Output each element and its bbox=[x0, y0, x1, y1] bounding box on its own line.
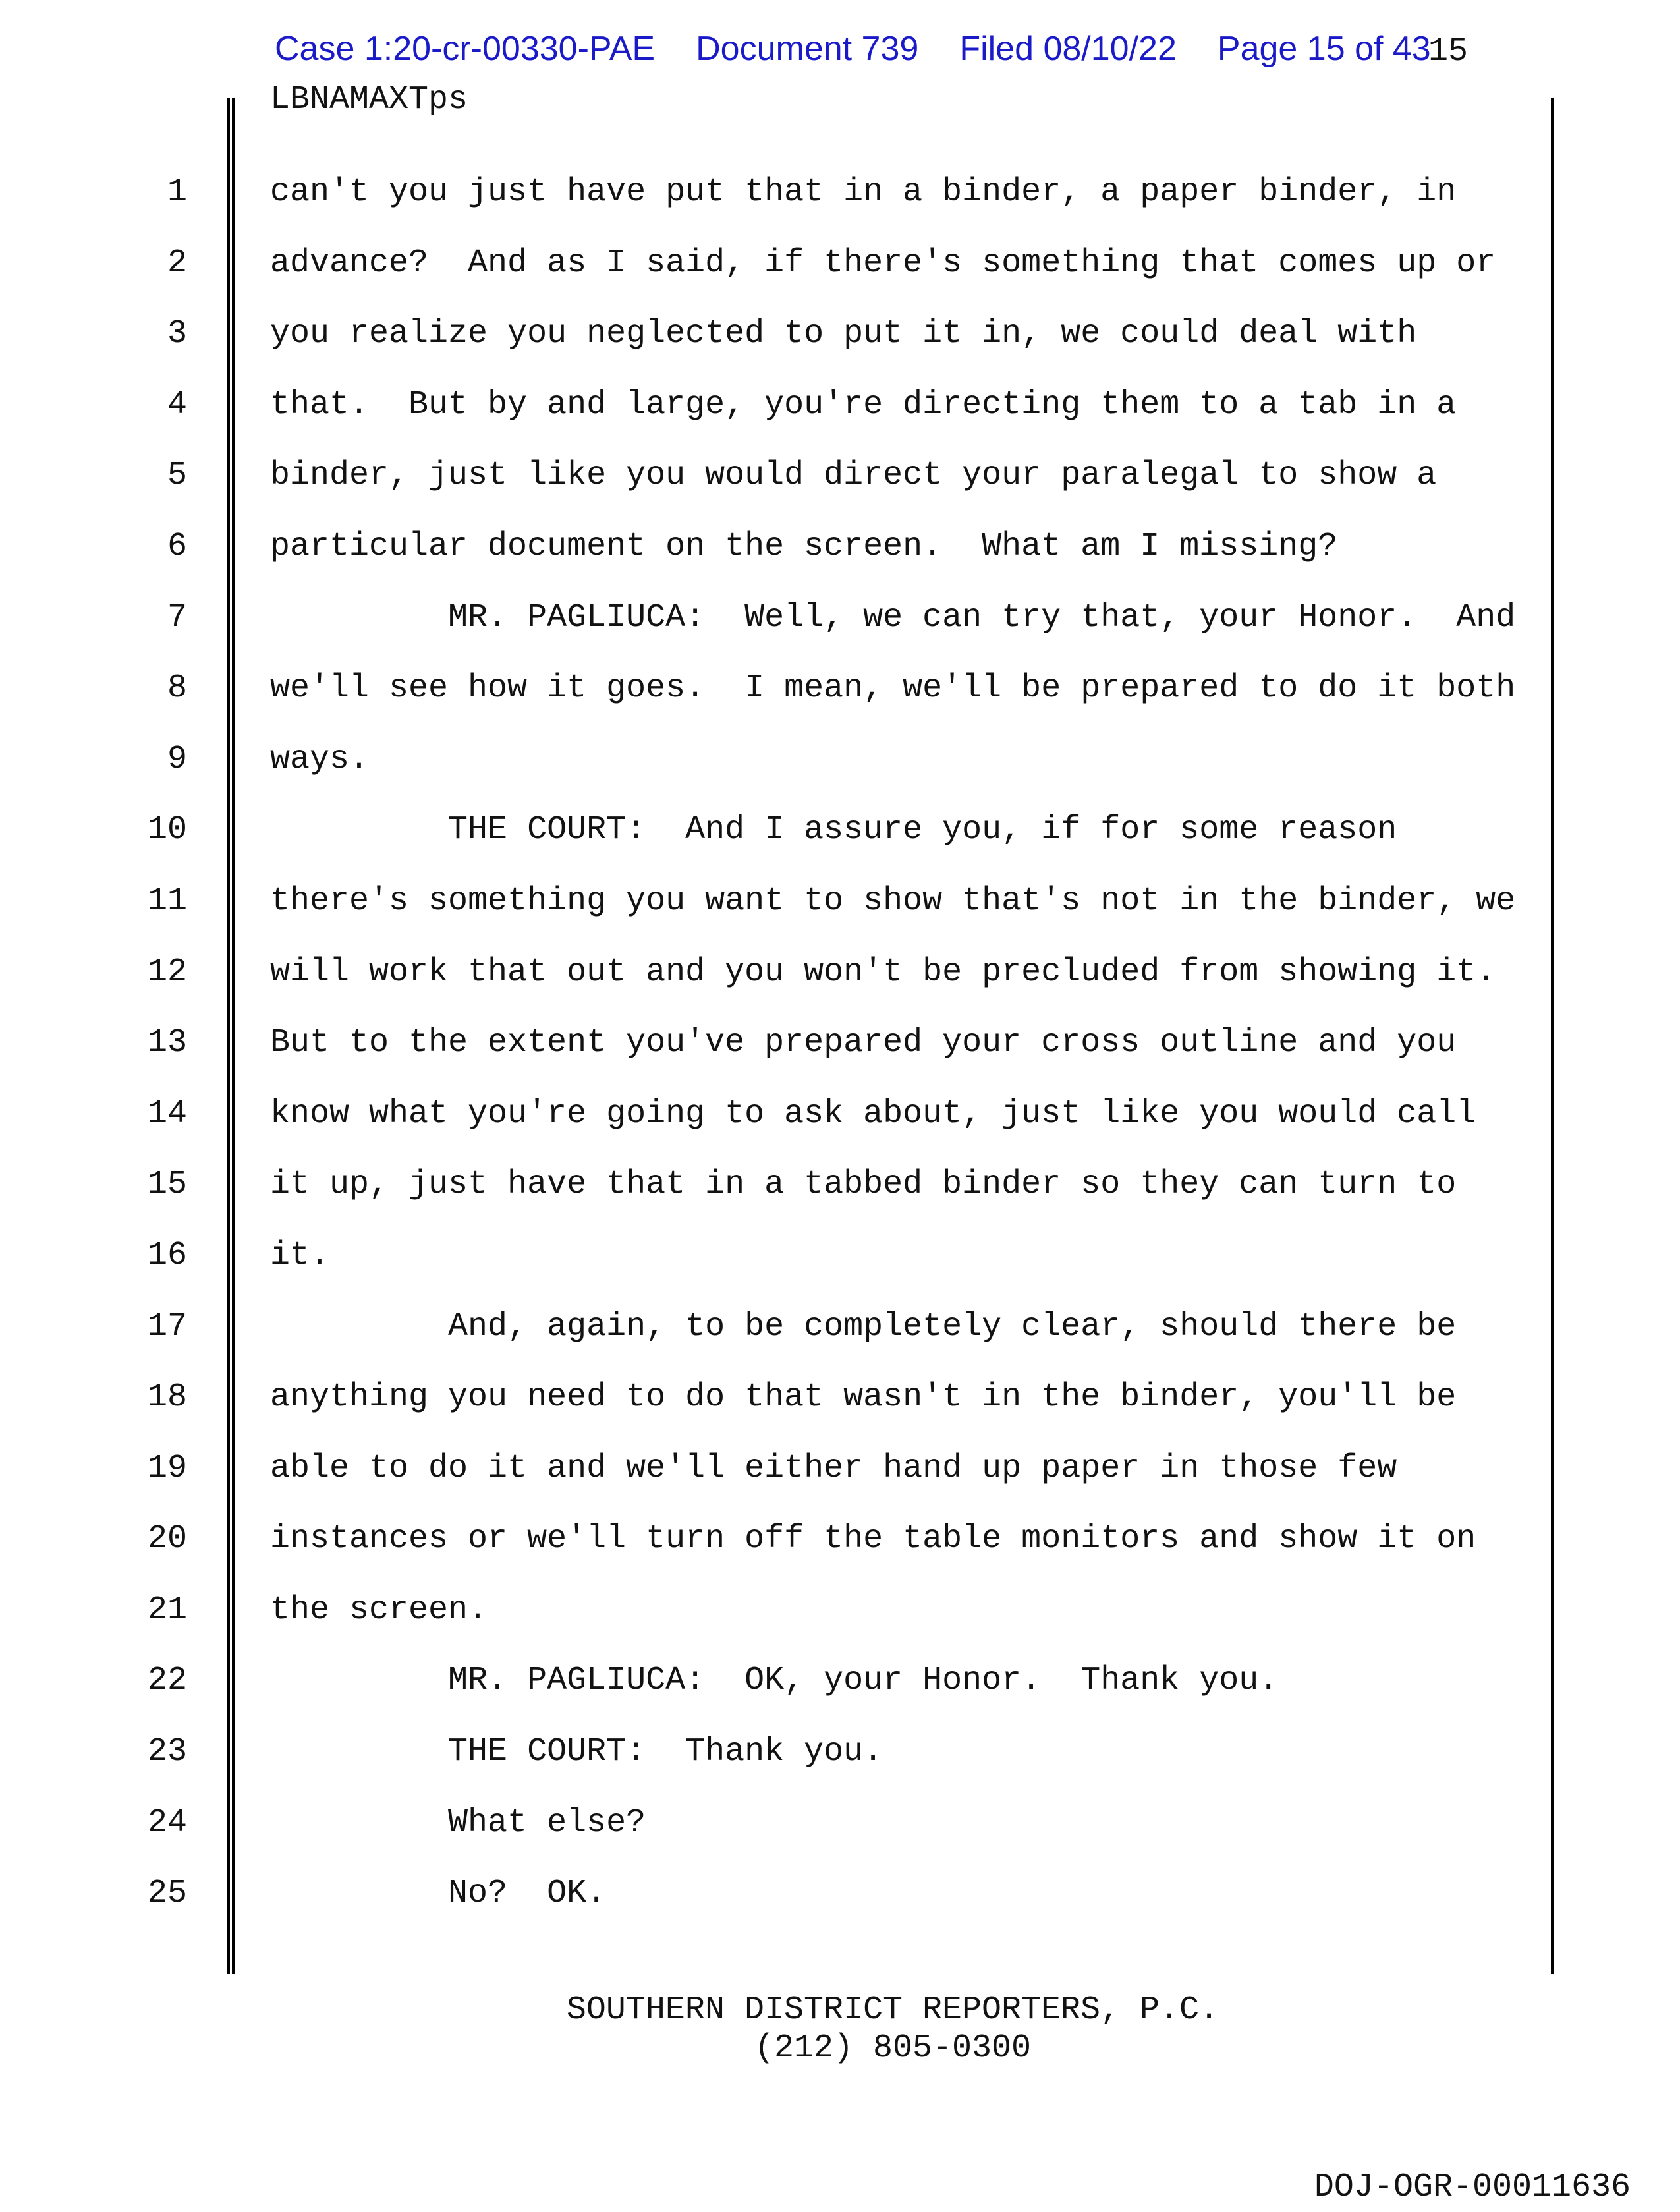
transcript-line: know what you're going to ask about, just like you would call bbox=[270, 1094, 1476, 1133]
line-number: 1 bbox=[167, 173, 187, 211]
ecf-header-stamp bbox=[275, 30, 1431, 67]
line-number: 5 bbox=[167, 457, 187, 495]
line-number: 9 bbox=[167, 740, 187, 778]
line-number: 25 bbox=[147, 1875, 187, 1913]
transcript-line: instances or we'll turn off the table monitors and show it on bbox=[270, 1520, 1476, 1558]
transcript-line: able to do it and we'll either hand up paper in those few bbox=[270, 1449, 1397, 1487]
line-number: 13 bbox=[147, 1024, 187, 1062]
bates-number: DOJ-OGR-00011636 bbox=[1314, 2169, 1631, 2206]
transcript-id-label: LBNAMAXTps bbox=[270, 81, 468, 119]
transcript-line: No? OK. bbox=[270, 1875, 607, 1913]
transcript-line: advance? And as I said, if there's something that comes up or bbox=[270, 244, 1496, 282]
transcript-line: MR. PAGLIUCA: Well, we can try that, your Honor. And bbox=[270, 598, 1516, 637]
line-number: 11 bbox=[147, 882, 187, 920]
stamp-filed-date: Filed 08/10/22 bbox=[959, 30, 1177, 68]
page-number: 15 bbox=[1428, 33, 1469, 71]
transcript-line: But to the extent you've prepared your cross outline and you bbox=[270, 1024, 1457, 1062]
line-number: 19 bbox=[147, 1449, 187, 1487]
transcript-line: we'll see how it goes. I mean, we'll be prepared to do it both bbox=[270, 669, 1516, 708]
transcript-line: THE COURT: And I assure you, if for some reason bbox=[270, 811, 1397, 849]
line-number: 24 bbox=[147, 1803, 187, 1842]
line-number: 2 bbox=[167, 244, 187, 282]
transcript-line: ways. bbox=[270, 740, 370, 778]
line-number: 22 bbox=[147, 1662, 187, 1700]
line-number: 16 bbox=[147, 1236, 187, 1274]
line-number: 3 bbox=[167, 315, 187, 353]
line-number: 7 bbox=[167, 598, 187, 637]
reporter-name: SOUTHERN DISTRICT REPORTERS, P.C. bbox=[566, 1991, 1219, 2029]
line-number: 17 bbox=[147, 1307, 187, 1346]
transcript-line: it. bbox=[270, 1236, 330, 1274]
transcript-line: MR. PAGLIUCA: OK, your Honor. Thank you. bbox=[270, 1662, 1279, 1700]
transcript-line: the screen. bbox=[270, 1591, 488, 1629]
reporter-phone: (212) 805-0300 bbox=[754, 2029, 1032, 2067]
line-number-column bbox=[66, 157, 187, 1929]
transcript-line: anything you need to do that wasn't in the binder, you'll be bbox=[270, 1378, 1457, 1417]
line-number: 10 bbox=[147, 811, 187, 849]
transcript-line: can't you just have put that in a binder, a paper binder, in bbox=[270, 173, 1457, 211]
line-number: 18 bbox=[147, 1378, 187, 1417]
line-number: 15 bbox=[147, 1166, 187, 1204]
stamp-page-info: Page 15 of 43 bbox=[1217, 30, 1431, 68]
line-number: 20 bbox=[147, 1520, 187, 1558]
line-number: 14 bbox=[147, 1094, 187, 1133]
left-double-rule bbox=[227, 98, 235, 1974]
transcript-line: What else? bbox=[270, 1803, 646, 1842]
transcript-line: it up, just have that in a tabbed binder so they can turn to bbox=[270, 1166, 1457, 1204]
reporter-footer bbox=[270, 1991, 1515, 2068]
line-number: 4 bbox=[167, 385, 187, 424]
stamp-case-number: Case 1:20-cr-00330-PAE bbox=[275, 30, 656, 68]
line-number: 12 bbox=[147, 953, 187, 991]
transcript-line: will work that out and you won't be precluded from showing it. bbox=[270, 953, 1496, 991]
right-rule bbox=[1551, 98, 1554, 1974]
line-number: 23 bbox=[147, 1733, 187, 1771]
line-number: 21 bbox=[147, 1591, 187, 1629]
transcript-text-column bbox=[270, 157, 1548, 1929]
line-number: 8 bbox=[167, 669, 187, 708]
transcript-line: And, again, to be completely clear, should there be bbox=[270, 1307, 1457, 1346]
transcript-line: particular document on the screen. What am I missing? bbox=[270, 527, 1338, 565]
transcript-line: THE COURT: Thank you. bbox=[270, 1733, 883, 1771]
transcript-line: that. But by and large, you're directing them to a tab in a bbox=[270, 385, 1457, 424]
transcript-line: binder, just like you would direct your paralegal to show a bbox=[270, 457, 1437, 495]
line-number: 6 bbox=[167, 527, 187, 565]
transcript-line: there's something you want to show that's not in the binder, we bbox=[270, 882, 1516, 920]
stamp-document-number: Document 739 bbox=[696, 30, 919, 68]
transcript-line: you realize you neglected to put it in, we could deal with bbox=[270, 315, 1417, 353]
